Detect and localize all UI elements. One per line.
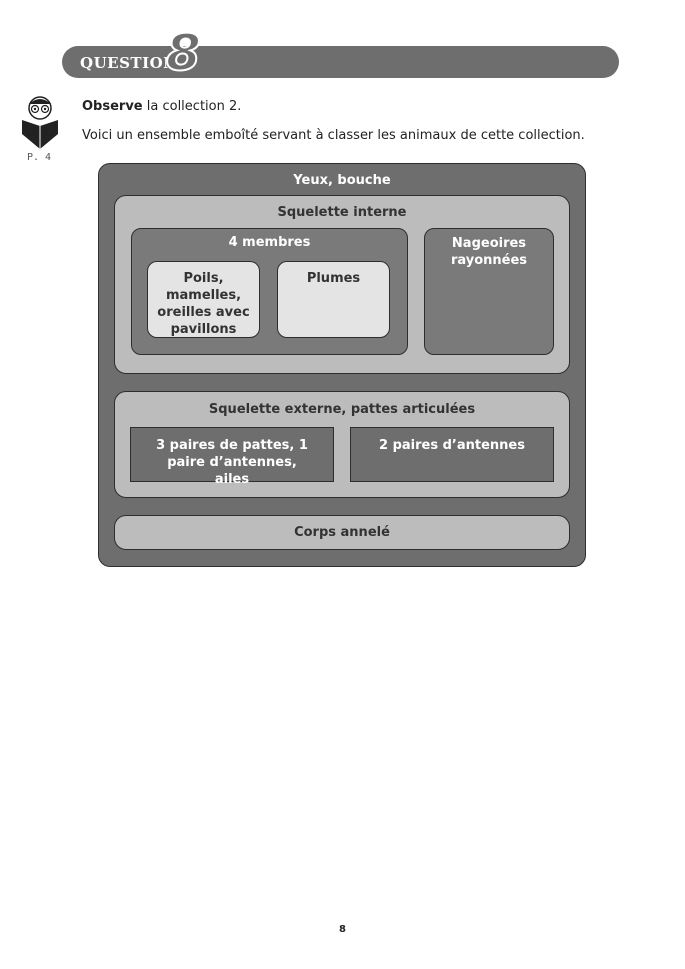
set-feathers bbox=[277, 261, 390, 338]
set-fins-label: Nageoires rayonnées bbox=[450, 236, 528, 268]
set-annelid bbox=[114, 515, 570, 550]
set-insects-label: 3 paires de pattes, 1 paire d’antennes, ailes bbox=[156, 438, 308, 487]
observe-rest: la collection 2. bbox=[142, 99, 242, 114]
set-fins bbox=[424, 228, 554, 355]
set-hair bbox=[147, 261, 260, 338]
reading-child-icon bbox=[20, 96, 60, 150]
set-external-skeleton-label: Squelette externe, pattes articulées bbox=[208, 402, 476, 417]
page-reference: P. 4 bbox=[27, 152, 52, 163]
observe-bold: Observe bbox=[82, 99, 143, 114]
set-internal-skeleton-label: Squelette interne bbox=[277, 205, 407, 220]
question-number: 8 bbox=[166, 24, 201, 82]
page-number: 8 bbox=[339, 924, 346, 935]
instruction-sentence: Voici un ensemble emboîté servant à classer les animaux de cette collection. bbox=[82, 128, 585, 143]
instruction-observe bbox=[82, 99, 241, 114]
set-feathers-label: Plumes bbox=[306, 271, 361, 286]
set-crustaceans bbox=[350, 427, 554, 482]
set-insects bbox=[130, 427, 334, 487]
set-four-limbs-label: 4 membres bbox=[228, 235, 311, 250]
set-hair-label: Poils, mamelles, oreilles avec pavillons bbox=[157, 271, 250, 337]
question-label: QUESTION bbox=[80, 54, 178, 72]
set-crustaceans-label: 2 paires d’antennes bbox=[379, 438, 525, 453]
set-annelid-label: Corps annelé bbox=[294, 525, 390, 540]
set-eyes-mouth-label: Yeux, bouche bbox=[293, 173, 391, 188]
